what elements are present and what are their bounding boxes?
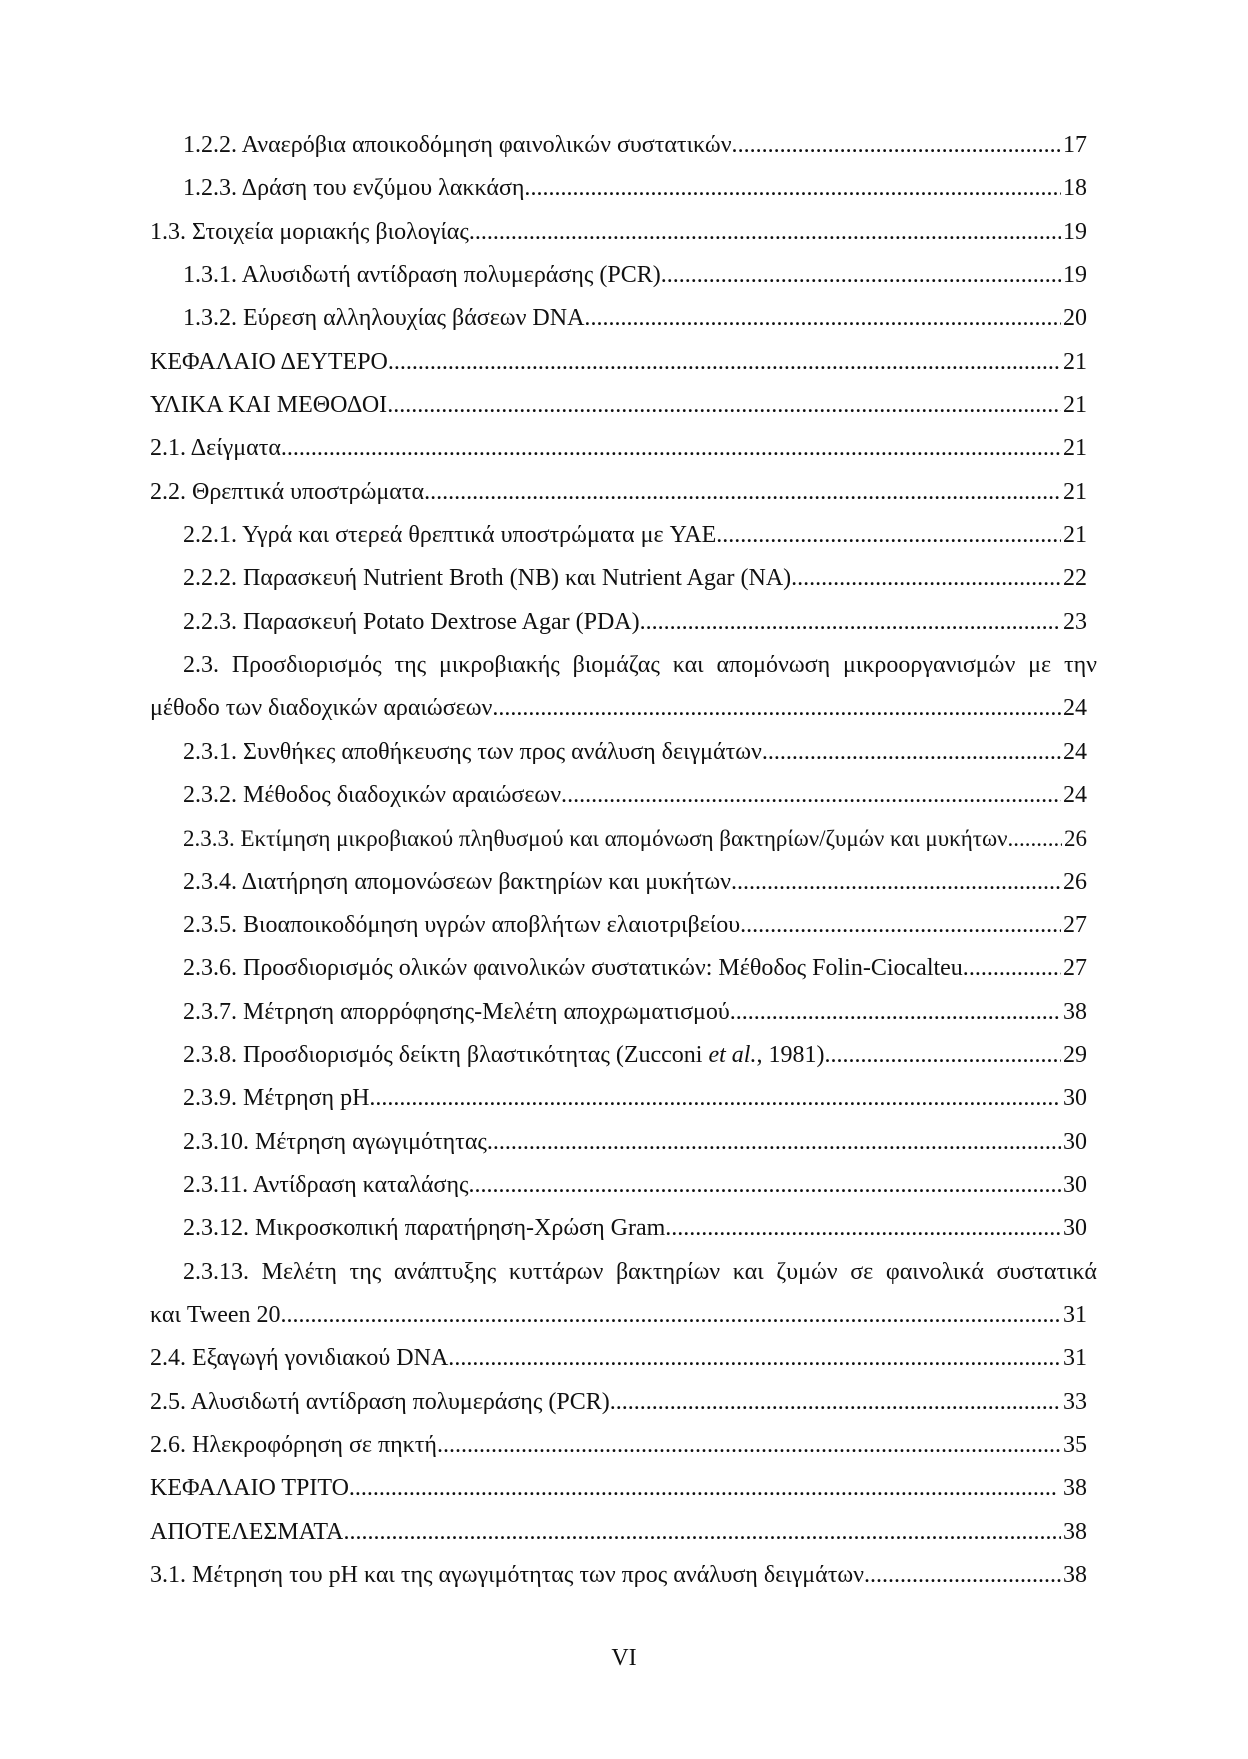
- toc-entry-title: ΥΛΙΚΑ ΚΑΙ ΜΕΘΟΔΟΙ: [150, 391, 388, 418]
- toc-entry-page: 20: [1063, 305, 1087, 332]
- toc-entry-page: 33: [1063, 1388, 1087, 1415]
- toc-entry-page: 24: [1063, 738, 1087, 765]
- dot-leader: [738, 124, 1061, 167]
- toc-entry-title: 2.6. Ηλεκροφόρηση σε πηκτή.: [150, 1431, 443, 1458]
- toc-entry-page: 27: [1063, 911, 1087, 938]
- toc-entry: [150, 904, 1097, 947]
- toc-entry-page: 19: [1063, 218, 1087, 245]
- toc-entry: [150, 557, 1097, 600]
- toc-entry: [150, 1381, 1097, 1424]
- toc-entry-title-line: 2.3. Προσδιορισμός της μικροβιακής βιομάζας και απομόνωση μικροοργανισμών με την: [183, 651, 1097, 678]
- toc-entry-title: ΑΠΟΤΕΛΕΣΜΑΤΑ: [150, 1518, 344, 1545]
- toc-entry-title: ΚΕΦΑΛΑΙΟ ΔΕΥΤΕΡΟ: [150, 348, 388, 375]
- toc-entry-page: 24: [1063, 781, 1087, 808]
- toc-entry-title: 2.3.2. Μέθοδος διαδοχικών αραιώσεων.: [183, 781, 568, 808]
- toc-entry-page: 29: [1063, 1041, 1087, 1068]
- toc-entry: [150, 1164, 1097, 1207]
- toc-entry: [150, 254, 1097, 297]
- toc-entry-title: 1.3.2. Εύρεση αλληλουχίας βάσεων DNA.: [183, 305, 591, 332]
- dot-leader: [590, 297, 1061, 340]
- toc-entry-title: 2.1. Δείγματα.: [150, 435, 287, 462]
- dot-leader: [349, 1467, 1056, 1510]
- toc-entry-title: 2.3.10. Μέτρηση αγωγιμότητας.: [183, 1128, 493, 1155]
- toc-entry-title: 1.3. Στοιχεία μοριακής βιολογίας.: [150, 218, 475, 245]
- toc-entry-page: 30: [1063, 1128, 1087, 1155]
- toc-entry-title: 2.3.6. Προσδιορισμός ολικών φαινολικών συστατικών: Μέθοδος Folin-Ciocalteu.: [183, 955, 969, 982]
- toc-entry: [150, 644, 1097, 731]
- toc-entry: [150, 1424, 1097, 1467]
- toc-entry-page: 17: [1063, 132, 1087, 158]
- toc-entry-page: 30: [1063, 1171, 1087, 1198]
- toc-entry-page: 21: [1063, 478, 1087, 505]
- toc-entry-title: 3.1. Μέτρηση του pH και της αγωγιμότητας των προς ανάλυση δειγμάτων.: [150, 1561, 871, 1588]
- dot-leader: [1013, 817, 1062, 860]
- toc-entry-page: 30: [1063, 1215, 1087, 1242]
- toc-entry-title: 2.3.5. Βιοαποικοδόμηση υγρών αποβλήτων ελαιοτριβείου: [183, 911, 741, 938]
- toc-entry-title: 2.3.11. Αντίδραση καταλάσης.: [183, 1171, 475, 1198]
- toc-entry: [150, 1207, 1097, 1250]
- toc-entry-title: 2.3.3. Εκτίμηση μικροβιακού πληθυσμού και απομόνωση βακτηρίων/ζυμών και μυκήτων.: [183, 826, 1014, 852]
- toc-entry-title-text: , 1981).: [756, 1041, 831, 1068]
- toc-entry: [150, 471, 1097, 514]
- toc-entry-title-italic: et al.: [708, 1041, 757, 1068]
- toc-chapter-heading: [150, 1467, 1097, 1510]
- toc-entry-title: 2.3.1. Συνθήκες αποθήκευσης των προς ανάλυση δειγμάτων.: [183, 738, 768, 765]
- dot-leader: [616, 1381, 1061, 1424]
- dot-leader: [768, 731, 1061, 774]
- dot-leader: [530, 167, 1061, 210]
- toc-entry-title: 2.4. Εξαγωγή γονιδιακού DNA.: [150, 1345, 455, 1372]
- toc-entry-title: 2.5. Αλυσιδωτή αντίδραση πολυμεράσης (PCR).: [150, 1388, 616, 1415]
- toc-entry: [150, 1077, 1097, 1120]
- dot-leader: [667, 254, 1061, 297]
- toc-entry-title-line: και Tween 20.: [150, 1301, 287, 1328]
- dot-leader: [388, 341, 1061, 384]
- dot-leader: [375, 1077, 1061, 1120]
- dot-leader: [737, 861, 1061, 904]
- toc-chapter-heading: [150, 341, 1097, 384]
- toc-entry-page: 22: [1063, 565, 1087, 592]
- toc-entry: [150, 731, 1097, 774]
- dot-leader: [716, 514, 1061, 557]
- dot-leader: [830, 1034, 1061, 1077]
- toc-entry-page: 38: [1063, 1518, 1087, 1545]
- toc-entry-title: [183, 1034, 830, 1077]
- toc-entry: [150, 947, 1097, 990]
- toc-entry: [150, 167, 1097, 210]
- toc-entry-title: 2.2. Θρεπτικά υποστρώματα.: [150, 478, 431, 505]
- dot-leader: [287, 427, 1061, 470]
- toc-entry-title-text: 2.3.8. Προσδιορισμός δείκτη βλαστικότητας (Zucconi: [183, 1041, 709, 1068]
- toc-entry-page: 23: [1063, 608, 1087, 635]
- toc-entry-page: 38: [1063, 998, 1087, 1025]
- dot-leader: [870, 1554, 1061, 1597]
- toc-entry-title: 1.2.2. Αναερόβια αποικοδόμηση φαινολικών συστατικών.: [183, 132, 738, 158]
- toc-entry-title-line: μέθοδο των διαδοχικών αραιώσεων.: [150, 695, 499, 722]
- toc-entry: [150, 774, 1097, 817]
- dot-leader: [567, 774, 1061, 817]
- toc-entry-continuation: [150, 687, 1097, 730]
- dot-leader: [736, 991, 1061, 1034]
- dot-leader: [740, 904, 1061, 947]
- toc-entry-title: 1.2.3. Δράση του ενζύμου λακκάση.: [183, 175, 531, 202]
- toc-entry-page: 27: [1063, 955, 1087, 982]
- toc-entry-title: 2.2.2. Παρασκευή Nutrient Broth (NB) και Nutrient Agar (NA).: [183, 565, 798, 592]
- dot-leader: [454, 1337, 1061, 1380]
- toc-entry-title: 2.3.9. Μέτρηση pH.: [183, 1085, 376, 1112]
- dot-leader: [646, 601, 1061, 644]
- toc-chapter-heading: [150, 384, 1097, 427]
- toc-chapter-heading: [150, 1511, 1097, 1554]
- toc-entry-page: 26: [1063, 868, 1087, 895]
- toc-entry-page: 35: [1063, 1431, 1087, 1458]
- dot-leader: [443, 1424, 1061, 1467]
- dot-leader: [493, 1121, 1061, 1164]
- toc-entry-page: 19: [1063, 261, 1087, 288]
- toc-entry-page: 21: [1063, 391, 1087, 418]
- toc-entry-page: 26: [1064, 826, 1087, 852]
- toc-entry-page: 31: [1063, 1345, 1087, 1372]
- toc-entry: [150, 514, 1097, 557]
- toc-entry-page: 21: [1063, 521, 1087, 548]
- toc-entry-title: 2.3.12. Μικροσκοπική παρατήρηση-Χρώση Gram.: [183, 1215, 672, 1242]
- toc-entry-title: 2.3.7. Μέτρηση απορρόφησης-Μελέτη αποχρωματισμού.: [183, 998, 736, 1025]
- toc-entry: [150, 817, 1097, 860]
- toc-entry: [150, 1337, 1097, 1380]
- toc-entry-page: 30: [1063, 1085, 1087, 1112]
- page-number-footer: VI: [611, 1645, 637, 1671]
- dot-leader: [797, 557, 1061, 600]
- toc-entry: [150, 601, 1097, 644]
- dot-leader: [671, 1207, 1061, 1250]
- toc-entry-page: 21: [1063, 435, 1087, 462]
- toc-entry-page: 38: [1063, 1561, 1087, 1588]
- toc-entry-title: 2.2.1. Υγρά και στερεά θρεπτικά υποστρώματα με YAE: [183, 521, 717, 548]
- dot-leader: [969, 947, 1061, 990]
- toc-entry-title-line: 2.3.13. Μελέτη της ανάπτυξης κυττάρων βακτηρίων και ζυμών σε φαινολικά συστατικά: [183, 1258, 1097, 1285]
- toc-entry: [150, 1121, 1097, 1164]
- toc-entry: [150, 1554, 1097, 1597]
- toc-entry: [150, 1034, 1097, 1077]
- toc-entry-title: 1.3.1. Αλυσιδωτή αντίδραση πολυμεράσης (PCR).: [183, 261, 667, 288]
- toc-entry-page: 21: [1063, 348, 1087, 375]
- toc-entry-page: 38: [1063, 1475, 1087, 1502]
- toc-entry-title: ΚΕΦΑΛΑΙΟ ΤΡΙΤΟ: [150, 1475, 349, 1502]
- toc-entry: [150, 991, 1097, 1034]
- toc-entry-page: 24: [1063, 695, 1087, 722]
- table-of-contents: [150, 124, 1097, 1597]
- toc-entry: [150, 1251, 1097, 1338]
- dot-leader: [475, 1164, 1061, 1207]
- toc-entry-title: 2.3.4. Διατήρηση απομονώσεων βακτηρίων και μυκήτων.: [183, 868, 737, 895]
- dot-leader: [287, 1294, 1061, 1337]
- toc-entry: [150, 124, 1097, 167]
- dot-leader: [498, 687, 1061, 730]
- dot-leader: [430, 471, 1061, 514]
- toc-entry-page: 18: [1063, 175, 1087, 202]
- dot-leader: [475, 211, 1061, 254]
- toc-entry-title: 2.2.3. Παρασκευή Potato Dextrose Agar (PDA).: [183, 608, 646, 635]
- toc-entry: [150, 211, 1097, 254]
- toc-entry: [150, 427, 1097, 470]
- dot-leader: [387, 384, 1061, 427]
- dot-leader: [343, 1511, 1061, 1554]
- toc-entry-page: 31: [1063, 1301, 1087, 1328]
- toc-entry-continuation: [150, 1294, 1097, 1337]
- toc-entry: [150, 297, 1097, 340]
- toc-entry: [150, 861, 1097, 904]
